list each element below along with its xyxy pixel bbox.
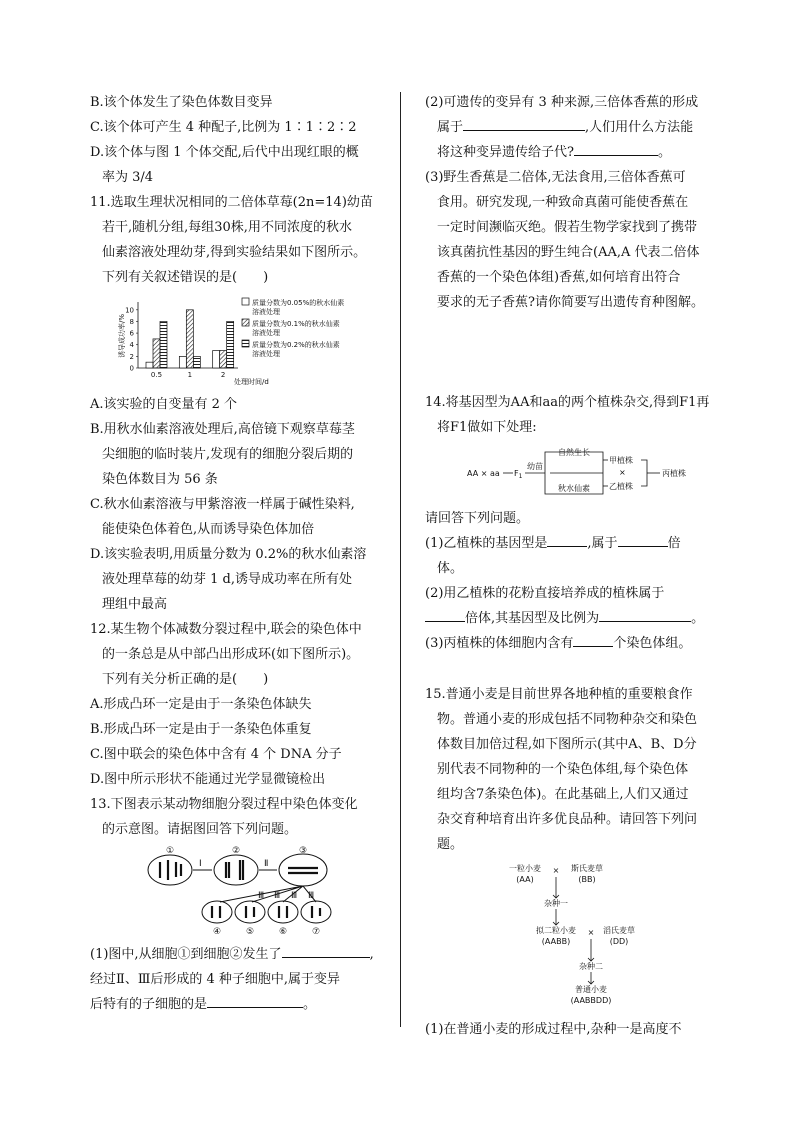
q13-sub1-text: (1)图中,从细胞①到细胞②发生了: [90, 947, 282, 962]
arrow-label: Ⅲ: [274, 891, 281, 901]
arrow-label: Ⅲ: [291, 891, 298, 901]
f1-label: $F_1$: [514, 469, 523, 480]
wheat-parent-1: 一粒小麦: [509, 864, 541, 873]
q11-bar-chart: [90, 294, 390, 386]
q12-option-c: C.图中联会的染色体中含有 4 个 DNA 分子: [90, 747, 342, 762]
cross-sign: ×: [619, 468, 626, 477]
arrow-label: Ⅲ: [258, 891, 265, 901]
q13-sub3-cont: 该真菌抗性基因的野生纯合(AA,A 代表二倍体: [437, 245, 700, 260]
q14-ask: 请回答下列问题。: [425, 511, 530, 526]
q15-stem-cont: 别代表不同物种的一个染色体组,每个染色体: [437, 762, 689, 777]
punct: 。: [657, 145, 671, 160]
q12-stem-cont: 下列有关分析正确的是( ): [102, 672, 269, 687]
y-tick-label: 8: [129, 317, 134, 326]
q13-sub2-cont2: [425, 140, 725, 165]
q11-option-d: D.该实验表明,用质量分数为 0.2%的秋水仙素溶: [90, 547, 367, 562]
y-tick-label: 2: [129, 352, 134, 361]
cell-label: ④: [213, 927, 222, 936]
colchicine-label: 秋水仙素: [558, 484, 590, 493]
q12-stem: 12.某生物个体减数分裂过程中,联会的染色体中: [90, 622, 362, 637]
q14-sub1-text: ,属于: [587, 536, 618, 551]
q14-sub2: (2)用乙植株的花粉直接培养成的植株属于: [425, 586, 665, 601]
cell-label: ⑥: [279, 927, 288, 936]
q13-sub3-cont: 食用。研究发现,一种致命真菌可能使香蕉在: [437, 195, 689, 210]
arrow-label: Ⅲ: [308, 891, 315, 901]
q13-sub2-text: ,人们用什么方法能: [585, 120, 694, 135]
wheat-parent-2-genome: (BB): [578, 875, 596, 884]
cell-7: [301, 901, 331, 923]
answer-blank[interactable]: [599, 609, 691, 622]
bar: [186, 310, 193, 368]
q13-sub2: (2)可遗传的变异有 3 种来源,三倍体香蕉的形成: [425, 95, 699, 110]
y-axis-label: 诱导成功率/%: [118, 313, 126, 359]
bar: [227, 321, 234, 368]
q13-sub2-cont: [425, 115, 725, 140]
q14-cross-diagram: [425, 444, 725, 500]
q13-stem-cont: 的示意图。请据图回答下列问题。: [102, 822, 298, 837]
x-tick-label: 1: [187, 371, 193, 379]
legend-label: 质量分数为0.2%的秋水仙素: [252, 341, 340, 349]
cell-label: ①: [166, 846, 175, 856]
punct: ,: [369, 947, 374, 962]
q12-option-b: B.形成凸环一定是由于一条染色体重复: [90, 722, 312, 737]
plant-bing-label: 丙植株: [662, 469, 686, 478]
wheat-parent-2: 斯氏麦草: [571, 864, 603, 873]
q10-option-d-cont: 率为 3/4: [102, 170, 154, 185]
y-tick-label: 6: [129, 329, 134, 338]
bar: [193, 356, 200, 368]
legend-swatch: [242, 340, 249, 347]
q14-sub3: [425, 631, 725, 656]
q10-option-c: C.该个体可产生 4 种配子,比例为 1∶1∶2∶2: [90, 120, 357, 135]
q15-wheat-diagram: [425, 861, 725, 1011]
q11-stem: 11.选取生理状况相同的二倍体草莓(2n=14)幼苗: [90, 195, 373, 210]
q13-sub1: [90, 942, 390, 967]
q13-cell-division-figure: [90, 846, 390, 936]
wheat-parent-1-genome: (AA): [516, 875, 534, 884]
answer-blank[interactable]: [425, 609, 465, 622]
q13-sub3-cont: 一定时间濒临灭绝。假若生物学家找到了携带: [437, 220, 698, 235]
chart-bars: [146, 310, 234, 368]
wheat-parent-4-genome: (DD): [609, 937, 629, 946]
wheat-common: 普通小麦: [575, 985, 607, 994]
seedling-label: 幼苗: [527, 462, 543, 471]
wheat-common-genome: (AABBDD): [570, 996, 612, 1005]
q15-stem-cont: 杂交育种培育出许多优良品种。请回答下列问: [437, 812, 698, 827]
arrow-label: Ⅰ: [199, 859, 202, 869]
q14-stem-cont: 将F1做如下处理:: [437, 420, 537, 435]
answer-space: [425, 315, 725, 390]
q13-sub1-cont2: [90, 992, 390, 1017]
q11-option-c-cont: 能使染色体着色,从而诱导染色体加倍: [102, 522, 315, 537]
legend-label: 质量分数为0.1%的秋水仙素: [252, 320, 340, 328]
x-tick-label: 0.5: [150, 371, 163, 379]
cell-4: [202, 901, 232, 923]
arrow-label: Ⅱ: [264, 859, 269, 869]
left-column: [90, 90, 390, 1017]
q14-sub3-text: 个染色体组。: [613, 636, 692, 651]
answer-blank[interactable]: [573, 634, 613, 647]
bar: [153, 339, 160, 368]
answer-blank[interactable]: [463, 118, 585, 131]
legend-label: 溶液处理: [252, 329, 280, 337]
cell-label: ⑦: [312, 927, 321, 936]
punct: 。: [303, 997, 317, 1012]
chart-legend: [242, 298, 344, 358]
q14-sub3-text: (3)丙植株的体细胞内含有: [425, 636, 574, 651]
answer-blank[interactable]: [547, 534, 587, 547]
q13-sub3-cont: 香蕉的一个染色体组)香蕉,如何培育出符合: [437, 270, 681, 285]
cell-label: ⑤: [246, 927, 255, 936]
q15-sub1: (1)在普通小麦的形成过程中,杂种一是高度不: [425, 1022, 682, 1037]
q13-sub2-text: 属于: [437, 120, 464, 135]
q15-stem: 15.普通小麦是目前世界各地种植的重要粮食作: [425, 687, 693, 702]
q13-sub3: (3)野生香蕉是二倍体,无法食用,三倍体香蕉可: [425, 170, 686, 185]
answer-blank[interactable]: [618, 534, 668, 547]
y-tick-label: 10: [125, 306, 134, 315]
wheat-parent-3: 拟二粒小麦: [536, 926, 576, 935]
legend-label: 质量分数为0.05%的秋水仙素: [252, 299, 345, 307]
q13-sub3-cont: 要求的无子香蕉?请你简要写出遗传育种图解。: [437, 295, 704, 310]
q11-option-b-cont: 染色体数目为 56 条: [102, 472, 218, 487]
cell-label: ②: [232, 846, 241, 856]
cell-6: [268, 901, 298, 923]
cross-sign: ×: [587, 928, 595, 937]
cell-1: [148, 855, 192, 885]
q13-sub2-text: 将这种变异遗传给子代?: [437, 145, 574, 160]
parents-label: AA × aa: [467, 469, 500, 478]
answer-blank[interactable]: [574, 143, 658, 156]
cell-2: [214, 855, 258, 885]
q11-option-b: B.用秋水仙素溶液处理后,高倍镜下观察草莓茎: [90, 422, 355, 437]
q13-stem: 13.下图表示某动物细胞分裂过程中染色体变化: [90, 797, 358, 812]
cell-label: ③: [299, 846, 308, 856]
natural-growth-label: 自然生长: [558, 448, 590, 457]
q14-sub1-cont: 体。: [437, 561, 464, 576]
q11-option-d-cont: 液处理草莓的幼芽 1 d,诱导成功率在所有处: [102, 572, 352, 587]
legend-swatch: [242, 319, 249, 326]
q10-option-d: D.该个体与图 1 个体交配,后代中出现红眼的概: [90, 145, 359, 160]
cell-5: [235, 901, 265, 923]
q14-sub2-text: 倍体,其基因型及比例为: [465, 611, 600, 626]
column-divider: [400, 92, 401, 1027]
answer-blank[interactable]: [282, 945, 370, 958]
q15-stem-cont: 组均含7条染色体)。在此基础上,人们又通过: [437, 787, 689, 802]
plant-yi-label: 乙植株: [609, 482, 633, 491]
answer-blank[interactable]: [207, 995, 303, 1008]
wheat-parent-3-genome: (AABB): [541, 937, 571, 946]
wheat-hybrid-1: 杂种一: [544, 899, 568, 908]
q11-stem-cont: 下列有关叙述错误的是( ): [102, 270, 269, 285]
q11-option-b-cont: 尖细胞的临时装片,发现有的细胞分裂后期的: [102, 447, 354, 462]
q11-option-d-cont: 理组中最高: [102, 597, 168, 612]
cross-sign: ×: [552, 866, 560, 875]
wheat-parent-4: 滔氏麦草: [603, 926, 635, 935]
spacer: [425, 656, 725, 682]
q12-option-a: A.形成凸环一定是由于一条染色体缺失: [90, 697, 312, 712]
plant-jia-label: 甲植株: [609, 456, 633, 465]
q14-stem: 14.将基因型为AA和aa的两个植株杂交,得到F1再: [425, 395, 710, 410]
y-tick-label: 0: [129, 364, 134, 373]
legend-swatch: [242, 298, 249, 305]
right-column: [425, 90, 725, 1042]
q11-option-c: C.秋水仙素溶液与甲紫溶液一样属于碱性染料,: [90, 497, 355, 512]
q14-sub1-text: (1)乙植株的基因型是: [425, 536, 548, 551]
y-tick-label: 4: [129, 341, 134, 350]
q13-sub1-text: 后特有的子细胞的是: [90, 997, 208, 1012]
q14-sub2-cont: [425, 606, 725, 631]
punct: 。: [691, 611, 705, 626]
cell-3: [279, 854, 327, 886]
legend-label: 溶液处理: [252, 350, 280, 358]
q11-stem-cont: 若干,随机分组,每组30株,用不同浓度的秋水: [102, 220, 352, 235]
bar: [146, 362, 153, 368]
q11-option-a: A.该实验的自变量有 2 个: [90, 397, 238, 412]
q15-stem-cont: 体数目加倍过程,如下图所示(其中A、B、D分: [437, 737, 697, 752]
bar: [213, 351, 220, 368]
q15-stem-cont: 题。: [437, 837, 464, 852]
q10-option-b: B.该个体发生了染色体数目变异: [90, 95, 273, 110]
bar: [179, 356, 186, 368]
q14-sub1: [425, 531, 725, 556]
bar: [220, 351, 227, 368]
bar: [160, 321, 167, 368]
q14-sub1-text: 倍: [667, 536, 681, 551]
q13-sub1-cont: 经过Ⅱ、Ⅲ后形成的 4 种子细胞中,属于变异: [90, 972, 341, 987]
q15-stem-cont: 物。普通小麦的形成包括不同物种杂交和染色: [437, 712, 698, 727]
q11-stem-cont: 仙素溶液处理幼芽,得到实验结果如下图所示。: [102, 245, 367, 260]
x-tick-label: 2: [220, 371, 226, 379]
wheat-hybrid-2: 杂种二: [579, 962, 603, 971]
q12-option-d: D.图中所示形状不能通过光学显微镜检出: [90, 772, 326, 787]
legend-label: 溶液处理: [252, 308, 280, 316]
x-axis-label: 处理时间/d: [234, 378, 269, 386]
q12-stem-cont: 的一条总是从中部凸出形成环(如下图所示)。: [102, 647, 360, 662]
